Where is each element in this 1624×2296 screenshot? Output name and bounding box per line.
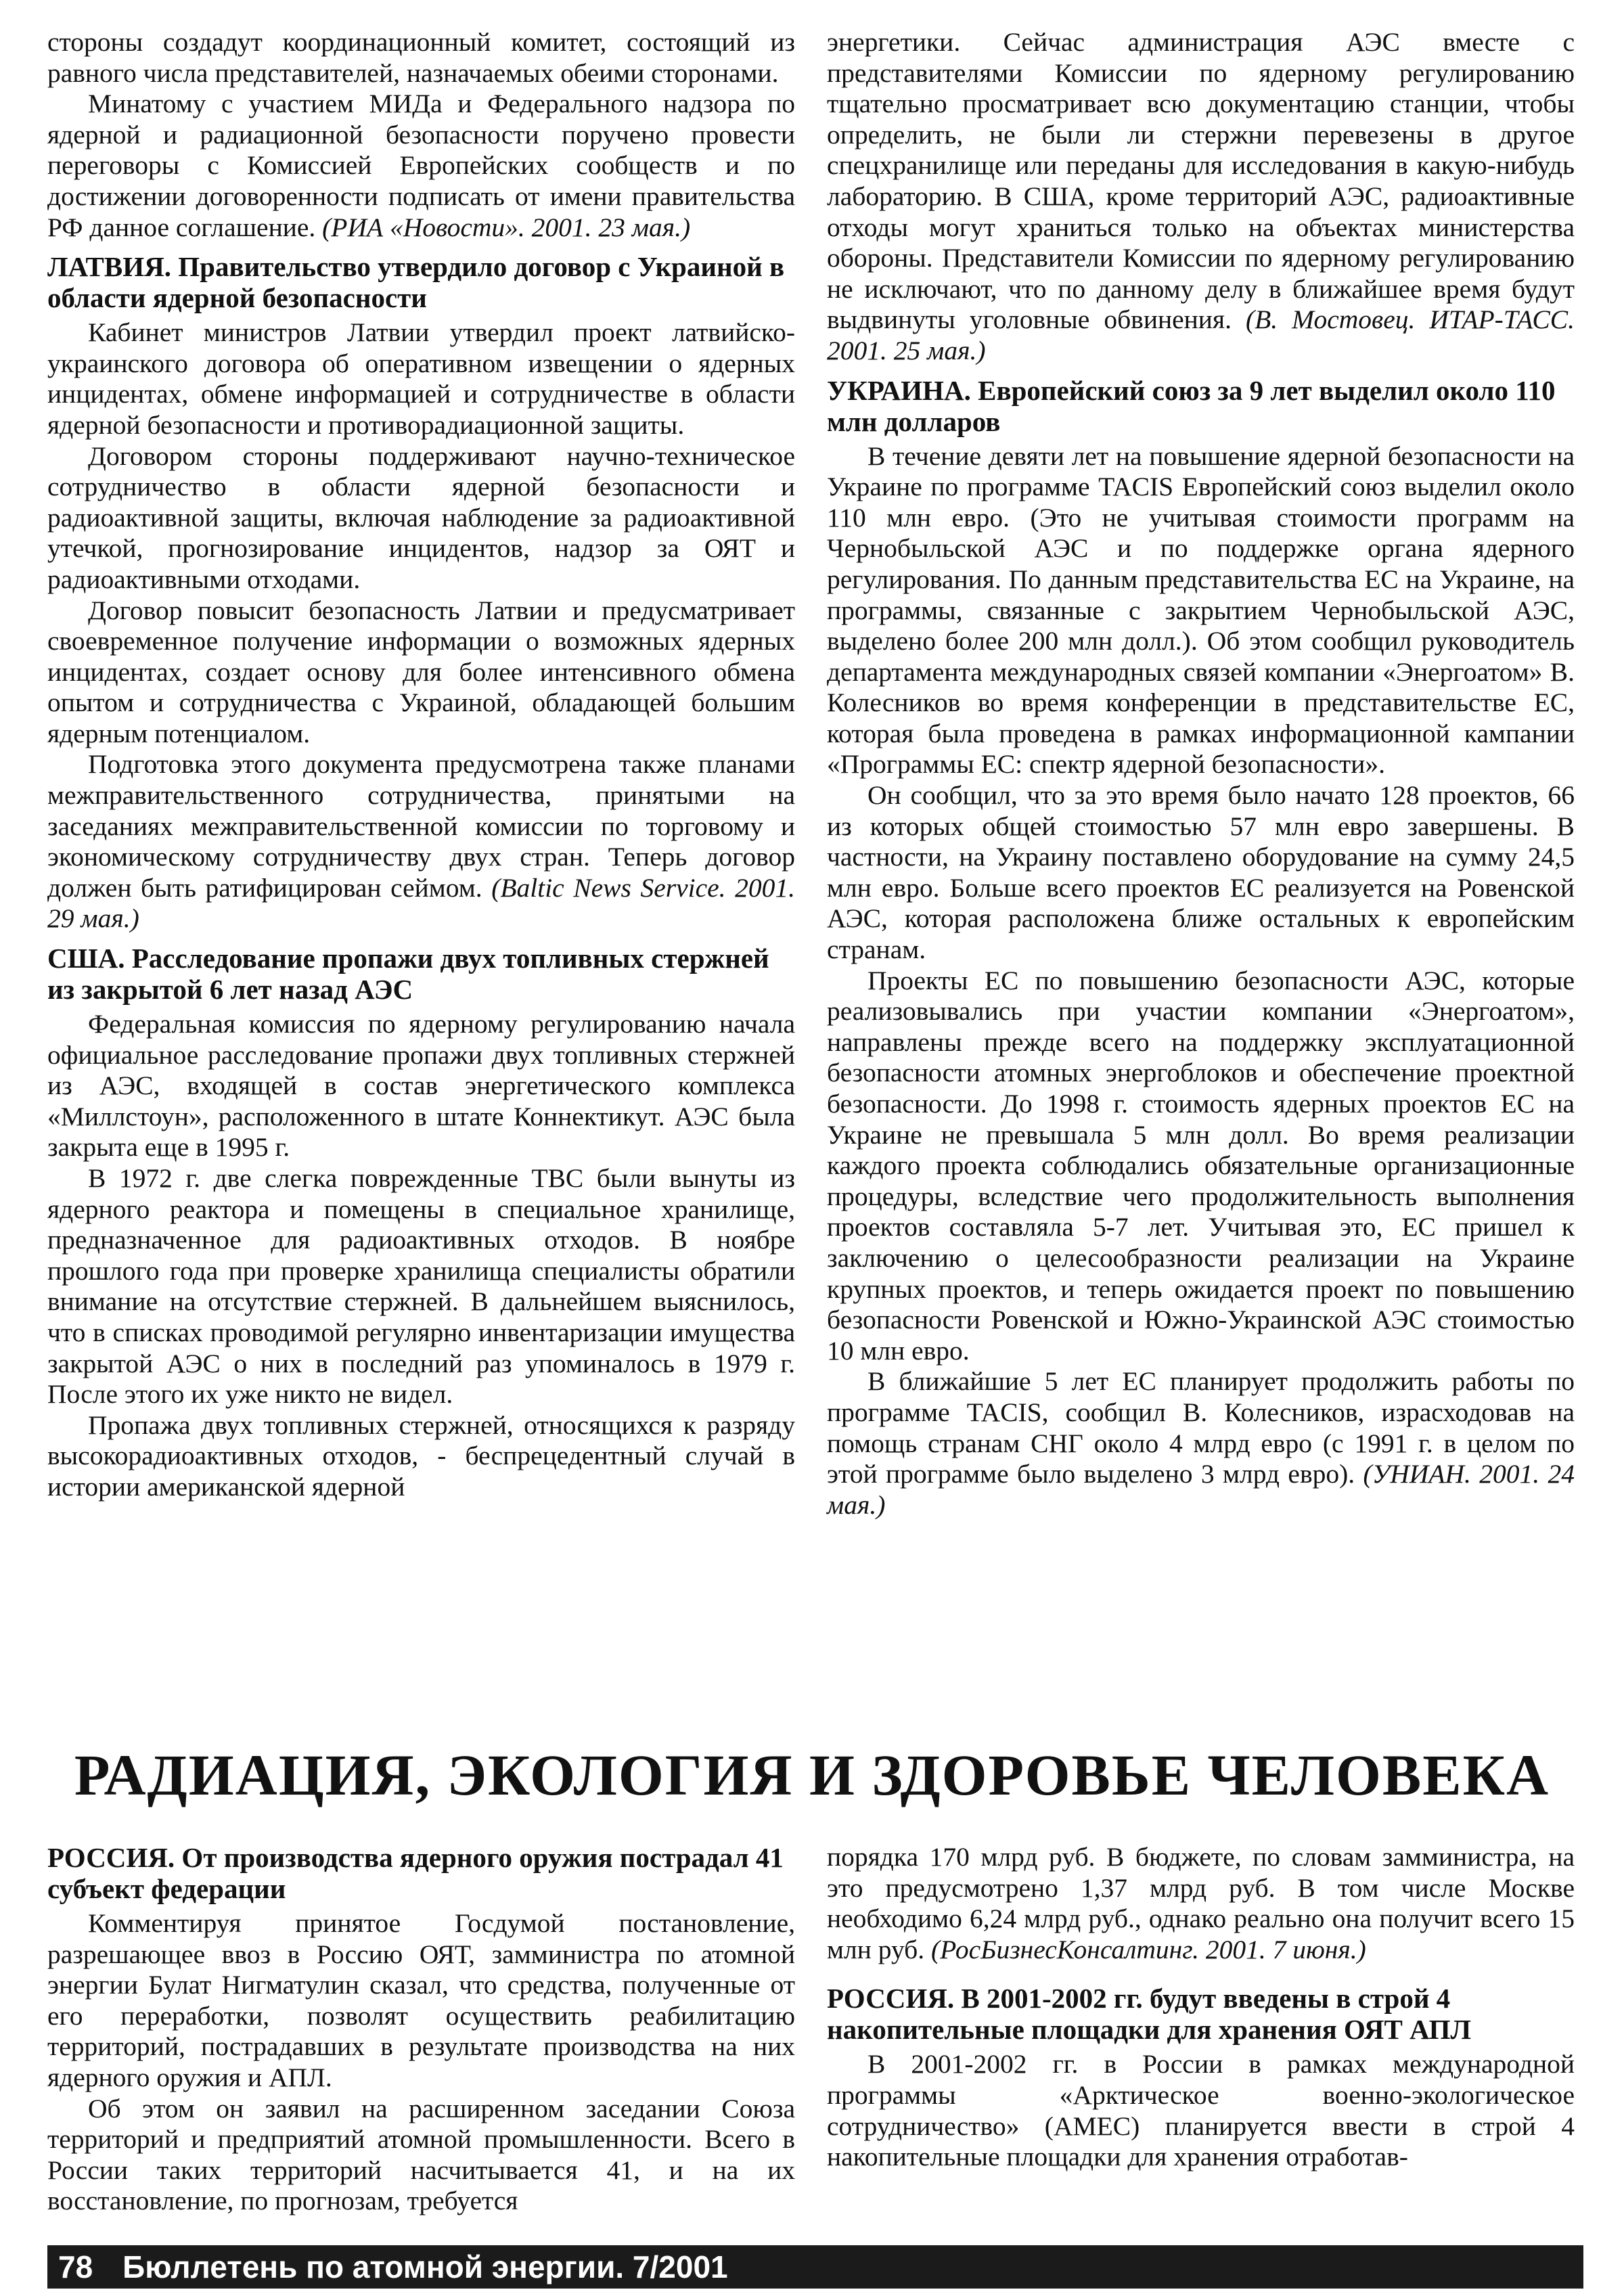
source-citation: (УНИАН. 2001. 24 мая.) — [827, 1459, 1575, 1520]
heading-country: ЛАТВИЯ. — [47, 251, 171, 283]
paragraph: Комментируя принятое Госдумой постановление, разрешающее ввоз в Россию ОЯТ, замминистра по атомной энергии Булат Нигматулин сказал, что средства, полученные от его переработки, позволят осуществить реабилитацию территорий, пострадавших в результате производства на них ядерного оружия и АПЛ. — [47, 1908, 795, 2092]
source-citation: (Baltic News Service. 2001. 29 мая.) — [47, 872, 795, 934]
heading-country: США. — [47, 943, 125, 974]
heading-country: УКРАИНА. — [827, 374, 971, 406]
article-heading-russia-storage — [827, 1983, 1575, 2045]
heading-country: РОССИЯ. — [47, 1842, 175, 1873]
paragraph — [827, 1366, 1575, 1521]
paragraph: Договор повысит безопасность Латвии и предусматривает своевременное получение информации о возможных ядерных инцидентах, создает основу для более интенсивного обмена опытом и сотрудничества с Украиной, обладающей большим ядерным потенциалом. — [47, 595, 795, 748]
paragraph: В течение девяти лет на повышение ядерной безопасности на Украине по программе TACIS Европейский союз выделил около 110 млн евро. (Это не учитывая стоимости программ на Чернобыльской АЭС и по поддержке органа ядерного регулирования. По данным представительства ЕС на Украине, на программы, связанные с закрытием Чернобыльской АЭС, выделено более 200 млн долл.). Об этом сообщил руководитель департамента международных связей компании «Энергоатом» В. Колесников во время конференции в представительстве ЕС, которая была проведена в рамках информационной кампании «Программы ЕС: спектр ядерной безопасности». — [827, 441, 1575, 780]
heading-title: В 2001-2002 гг. будут введены в строй 4 накопительные площадки для хранения ОЯТ АПЛ — [827, 1983, 1472, 2046]
heading-title: От производства ядерного оружия пострадал 41 субъект федерации — [47, 1842, 784, 1904]
section-title: РАДИАЦИЯ, ЭКОЛОГИЯ И ЗДОРОВЬЕ ЧЕЛОВЕКА — [74, 1742, 1550, 1807]
column-bottom-left — [47, 1842, 795, 2217]
paragraph: Кабинет министров Латвии утвердил проект латвийско-украинского договора об оперативном извещении о ядерных инцидентах, обмене информацией и сотрудничестве в области ядерной безопасности и противорадиационной защиты. — [47, 317, 795, 440]
paragraph-text: В ближайшие 5 лет ЕС планирует продолжить работы по программе TACIS, сообщил В. Колесников, израсходовав на помощь странам СНГ около 4 млрд евро (с 1991 г. в целом по этой программе было выделено 3 млрд евро). — [827, 1366, 1575, 1489]
paragraph: В 2001-2002 гг. в России в рамках международной программы «Арктическое военно-экологическое сотрудничество» (АМЕС) планируется ввести в строй 4 накопительные площадки для хранения отработав- — [827, 2049, 1575, 2172]
paragraph-text: Подготовка этого документа предусмотрена также планами межправительственного сотрудничества, принятыми на заседаниях межправительственной комиссии по торговому и экономическому сотрудничеству двух стран. Теперь договор должен быть ратифицирован сеймом. — [47, 749, 795, 903]
column-top-right — [827, 27, 1575, 1521]
paragraph: Договором стороны поддерживают научно-техническое сотрудничество в области ядерной безопасности и радиоактивной защиты, включая наблюдение за радиоактивной утечкой, прогнозирование инцидентов, надзор за ОЯТ и радиоактивными отходами. — [47, 441, 795, 594]
article-heading-latvia — [47, 251, 795, 313]
heading-title: Расследование пропажи двух топливных стержней из закрытой 6 лет назад АЭС — [47, 943, 769, 1006]
article-heading-ukraine — [827, 375, 1575, 437]
paragraph — [827, 1842, 1575, 1965]
paragraph: Проекты ЕС по повышению безопасности АЭС, которые реализовывались при участии компании «Энергоатом», направлены прежде всего на поддержку эксплуатационной безопасности атомных энергоблоков и обеспечение проектной безопасности. До 1998 г. стоимость ядерных проектов ЕС на Украине не превышала 5 млн долл. Во время реализации каждого проекта соблюдались обязательные организационные процедуры, вследствие чего продолжительность выполнения проектов составляла 5-7 лет. Учитывая это, ЕС пришел к заключению о целесообразности реализации на Украине крупных проектов, и теперь ожидается проект по повышению безопасности Ровенской и Южно-Украинской АЭС стоимостью 10 млн евро. — [827, 965, 1575, 1366]
article-heading-usa — [47, 943, 795, 1005]
source-citation: (РИА «Новости». 2001. 23 мая.) — [322, 212, 691, 242]
source-citation: (В. Мостовец. ИТАР-ТАСС. 2001. 25 мая.) — [827, 305, 1575, 365]
paragraph: Федеральная комиссия по ядерному регулированию начала официальное расследование пропажи двух топливных стержней из АЭС, входящей в состав энергетического комплекса «Миллстоун», расположенного в штате Коннектикут. АЭС была закрыта еще в 1995 г. — [47, 1009, 795, 1163]
heading-title: Европейский союз за 9 лет выделил около 110 млн долларов — [827, 374, 1556, 437]
paragraph — [47, 89, 795, 243]
journal-title: Бюллетень по атомной энергии. 7/2001 — [122, 2249, 728, 2284]
page-footer — [47, 2245, 1583, 2289]
paragraph — [47, 27, 795, 89]
paragraph-text: энергетики. Сейчас администрация АЭС вместе с представителями Комиссии по ядерному регулированию тщательно просматривает всю документацию станции, чтобы определить, не были ли стержни перевезены в другое спецхранилище или переданы для исследования в какую-нибудь лабораторию. В США, кроме территорий АЭС, радиоактивные отходы могут храниться только на объектах министерства обороны. Представители Комиссии по ядерному регулированию не исключают, что по данному делу в ближайшее время будут выдвинуты уголовные обвинения. — [827, 27, 1575, 335]
source-citation: (РосБизнесКонсалтинг. 2001. 7 июня.) — [931, 1934, 1366, 1964]
paragraph-text: стороны создадут координационный комитет, состоящий из равного числа представителей, назначаемых обеими сторонами. — [47, 27, 795, 88]
paragraph: В 1972 г. две слегка поврежденные ТВС были вынуты из ядерного реактора и помещены в специальное хранилище, предназначенное для радиоактивных отходов. В ноябре прошлого года при проверке хранилища специалисты обратили внимание на отсутствие стержней. В дальнейшем выяснилось, что в списках проводимой регулярно инвентаризации имущества закрытой АЭС о них в последний раз упоминалось в 1979 г. После этого их уже никто не видел. — [47, 1163, 795, 1410]
paragraph — [47, 749, 795, 935]
page-number: 78 — [58, 2249, 93, 2284]
heading-country: РОССИЯ. — [827, 1983, 955, 2014]
column-top-left — [47, 27, 795, 1503]
heading-title: Правительство утвердило договор с Украиной в области ядерной безопасности — [47, 251, 785, 314]
paragraph: Он сообщил, что за это время было начато 128 проектов, 66 из которых общей стоимостью 57 млн евро завершены. В частности, на Украину поставлено оборудование на сумму 24,5 млн евро. Больше всего проектов ЕС реализуется на Ровенской АЭС, которая расположена ближе остальных к европейским странам. — [827, 780, 1575, 965]
paragraph-text: Минатому с участием МИДа и Федерального надзора по ядерной и радиационной безопасности поручено провести переговоры с Комиссией Европейских сообществ и по достижении договоренности подписать от имени правительства РФ данное соглашение. — [47, 89, 795, 242]
paragraph: Пропажа двух топливных стержней, относящихся к разряду высокорадиоактивных отходов, - беспрецедентный случай в истории американской ядерной — [47, 1410, 795, 1502]
paragraph-text: порядка 170 млрд руб. В бюджете, по словам замминистра, на это предусмотрено 1,37 млрд руб. В том числе Москве необходимо 6,24 млрд руб., однако реально она получит всего 15 млн руб. — [827, 1842, 1575, 1964]
paragraph: Об этом он заявил на расширенном заседании Союза территорий и предприятий атомной промышленности. Всего в России таких территорий насчитывается 41, и на их восстановление, по прогнозам, требуется — [47, 2093, 795, 2216]
paragraph — [827, 27, 1575, 367]
column-bottom-right — [827, 1842, 1575, 2173]
article-heading-russia-weapons — [47, 1842, 795, 1904]
